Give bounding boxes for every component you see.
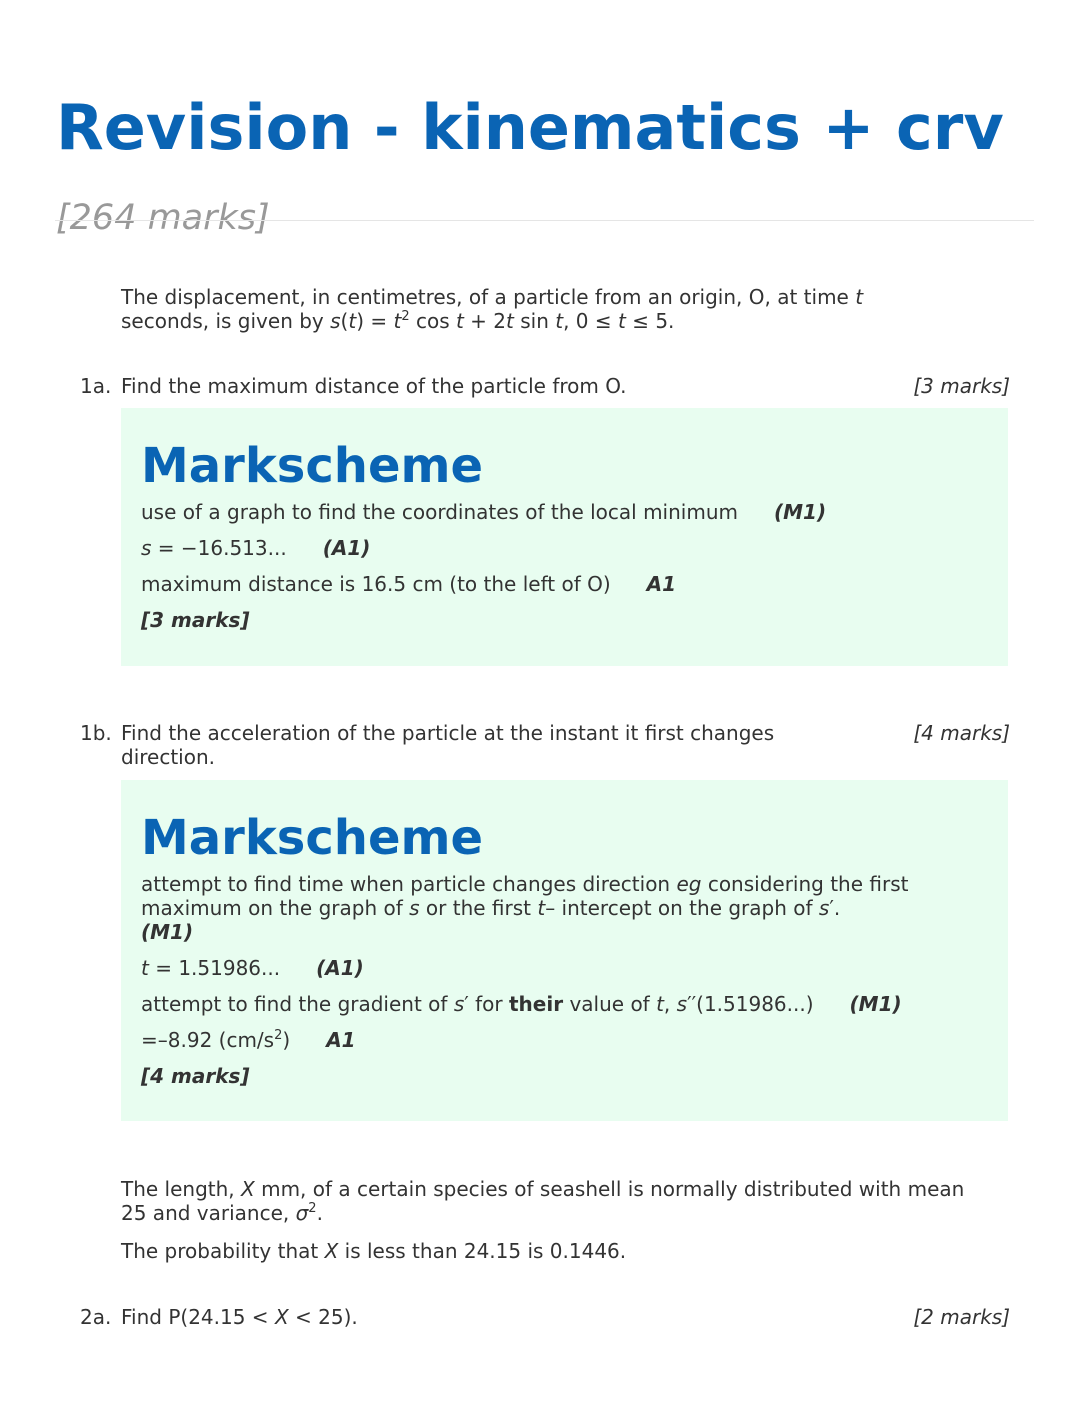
ms-text: =–8.92 (cm/s <box>141 1028 275 1052</box>
stem-exponent: 2 <box>401 309 410 324</box>
ms-var: s <box>141 536 152 560</box>
stem-var: t <box>348 309 357 333</box>
mark-code: (M1) <box>849 992 902 1016</box>
ms-var: s <box>818 896 830 920</box>
mark-code: (A1) <box>322 536 371 560</box>
ms-var: t <box>141 956 149 980</box>
question-marks-1a: [3 marks] <box>913 374 1010 398</box>
stem-text: sin <box>513 309 556 333</box>
markscheme-1b <box>121 780 1008 1121</box>
mark-code: A1 <box>326 1028 356 1052</box>
q1-stem: The displacement, in centimetres, of a particle from an origin, O, at time t seconds, is given by $s(t) = t^2$ cos t + 2t sin t, 0 ≤ t ≤ 5. <box>121 285 864 333</box>
total-marks: [264 marks] <box>56 198 270 238</box>
markscheme-title: Markscheme <box>141 810 484 866</box>
stem-text: seconds, is given by <box>121 309 331 333</box>
stem-var: t <box>393 309 402 333</box>
stem-text: ≤ 5. <box>625 309 675 333</box>
markscheme-total: [4 marks] <box>141 1064 250 1088</box>
stem-text: The displacement, in centimetres, of a particle from an origin, O, at time <box>121 285 856 309</box>
ms-var: t <box>537 896 546 920</box>
ms-text: attempt to find time when particle changes direction <box>141 872 677 896</box>
question-number-1a: 1a. <box>80 374 112 398</box>
markscheme-line <box>141 872 988 944</box>
stem-text: mm, of a certain species of seashell is normally distributed with mean 25 and variance, <box>121 1177 965 1225</box>
stem-var: s <box>330 309 341 333</box>
ms-exponent: 2 <box>274 1028 283 1043</box>
mark-code: (M1) <box>773 500 827 524</box>
stem-text: The probability that <box>121 1239 325 1263</box>
stem-var: t <box>855 285 864 309</box>
question-text-2a <box>121 1305 851 1329</box>
mark-code: (M1) <box>141 920 194 944</box>
ms-text: use of a graph to find the coordinates of the local minimum <box>141 500 738 524</box>
ms-var: t <box>656 992 664 1016</box>
question-text-1a: Find the maximum distance of the particle from O. <box>121 374 627 398</box>
page-title <box>56 88 1046 248</box>
ms-var: s <box>676 992 688 1016</box>
markscheme-total: [3 marks] <box>141 608 250 632</box>
title-divider <box>55 220 1034 221</box>
mark-code: (A1) <box>316 956 364 980</box>
q-text: < 25). <box>288 1305 358 1329</box>
stem-text: , 0 ≤ <box>563 309 619 333</box>
ms-emphasis: their <box>509 992 564 1016</box>
markscheme-line <box>141 992 988 1016</box>
ms-text: considering the first maximum on the graph of <box>141 872 909 920</box>
markscheme-line <box>141 1028 988 1052</box>
ms-text: value of <box>563 992 657 1016</box>
mark-code: A1 <box>646 572 677 596</box>
stem-var: t <box>618 309 626 333</box>
markscheme-line <box>141 956 988 980</box>
ms-text: = 1.51986... <box>148 956 281 980</box>
q-text: Find P(24.15 < <box>121 1305 275 1329</box>
question-text-1b: Find the acceleration of the particle at the instant it first changes direction. <box>121 721 775 769</box>
ms-var: s <box>453 992 465 1016</box>
ms-text: ′. <box>829 896 841 920</box>
stem-exponent: 2 <box>308 1201 317 1216</box>
ms-text: = −16.513... <box>151 536 287 560</box>
ms-text: ′′(1.51986...) <box>687 992 814 1016</box>
ms-text: attempt to find the gradient of <box>141 992 454 1016</box>
stem-var: t <box>455 309 464 333</box>
stem-var: σ <box>295 1201 309 1225</box>
ms-var: eg <box>676 872 702 896</box>
stem-text: is less than 24.15 is 0.1446. <box>338 1239 627 1263</box>
title-text: Revision - kinematics + crv <box>56 91 1004 164</box>
q-var: X <box>274 1305 289 1329</box>
stem-var: t <box>555 309 564 333</box>
stem-text: + 2 <box>463 309 507 333</box>
stem-var: t <box>506 309 514 333</box>
markscheme-title: Markscheme <box>141 438 484 494</box>
ms-text: , <box>663 992 677 1016</box>
q2-stem <box>121 1177 971 1275</box>
markscheme-line <box>141 572 988 596</box>
markscheme-line <box>141 500 988 524</box>
ms-text: ′ for <box>464 992 509 1016</box>
stem-text: cos <box>409 309 456 333</box>
stem-var: X <box>324 1239 339 1263</box>
stem-var: X <box>241 1177 255 1201</box>
question-marks-2a: [2 marks] <box>913 1305 1010 1329</box>
stem-text: The length, <box>121 1177 242 1201</box>
ms-text: – intercept on the graph of <box>545 896 819 920</box>
ms-text: maximum distance is 16.5 cm (to the left of O) <box>141 572 611 596</box>
question-number-1b: 1b. <box>80 721 112 745</box>
markscheme-line <box>141 536 988 560</box>
question-marks-1b: [4 marks] <box>913 721 1010 745</box>
ms-text: ) <box>282 1028 291 1052</box>
question-number-2a: 2a. <box>80 1305 112 1329</box>
markscheme-1a <box>121 408 1008 666</box>
ms-var: s <box>409 896 420 920</box>
stem-text: . <box>316 1201 323 1225</box>
ms-text: or the first <box>419 896 538 920</box>
